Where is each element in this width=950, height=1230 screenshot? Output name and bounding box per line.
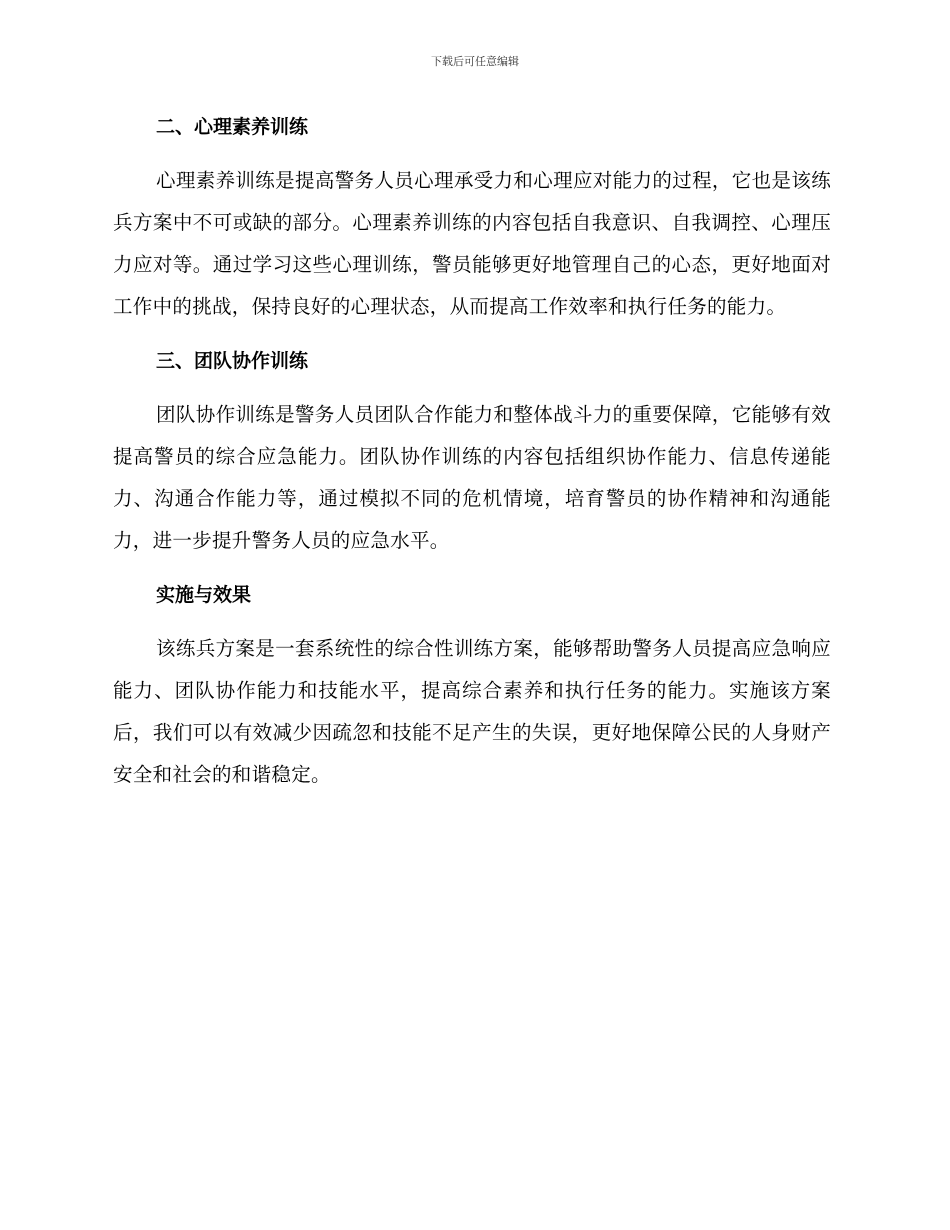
page-header-note: 下载后可任意编辑: [431, 55, 519, 68]
section-heading-teamwork: 三、团队协作训练: [156, 350, 309, 372]
section-heading-psychology: 二、心理素养训练: [156, 116, 309, 138]
document-body: [113, 112, 831, 814]
section-paragraph-teamwork: 团队协作训练是警务人员团队合作能力和整体战斗力的重要保障，它能够有效提高警员的综合应急能力。团队协作训练的内容包括组织协作能力、信息传递能力、沟通合作能力等，通过模拟不同的危机情境，培育警员的协作精神和沟通能力，进一步提升警务人员的应急水平。: [113, 403, 831, 552]
section-paragraph-psychology: 心理素养训练是提高警务人员心理承受力和心理应对能力的过程，它也是该练兵方案中不可或缺的部分。心理素养训练的内容包括自我意识、自我调控、心理压力应对等。通过学习这些心理训练，警员能够更好地管理自己的心态，更好地面对工作中的挑战，保持良好的心理状态，从而提高工作效率和执行任务的能力。: [113, 169, 831, 318]
section-heading-implementation: 实施与效果: [156, 584, 252, 606]
section-paragraph-implementation: 该练兵方案是一套系统性的综合性训练方案，能够帮助警务人员提高应急响应能力、团队协作能力和技能水平，提高综合素养和执行任务的能力。实施该方案后，我们可以有效减少因疏忽和技能不足产生的失误，更好地保障公民的人身财产安全和社会的和谐稳定。: [113, 637, 831, 786]
